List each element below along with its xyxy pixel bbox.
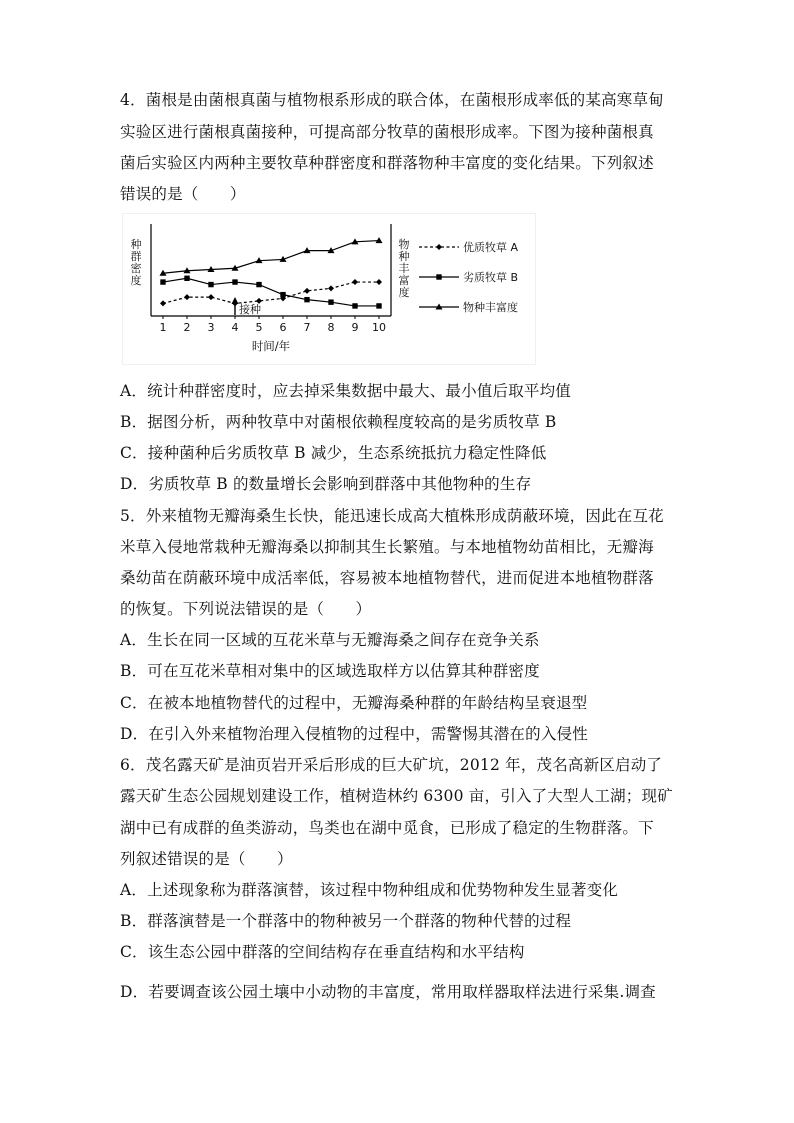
q5-stem-line-3: 桑幼苗在荫蔽环境中成活率低，容易被本地植物替代，进而促进本地植物群落 <box>120 569 654 587</box>
x-tick-label: 1 <box>159 321 167 334</box>
series-b-point <box>304 297 309 302</box>
series-b-point <box>184 276 189 281</box>
legend-label-series-richness: 物种丰富度 <box>463 301 518 314</box>
q4-option-a: A．统计种群密度时，应去掉采集数据中最大、最小值后取平均值 <box>120 382 571 400</box>
series-b-point <box>160 279 165 284</box>
y-axis-label-right <box>399 237 410 299</box>
x-tick-label: 6 <box>279 321 287 334</box>
series-b-point <box>376 303 381 308</box>
q5-option-c: C．在被本地植物替代的过程中，无瓣海桑种群的年龄结构呈衰退型 <box>120 694 588 712</box>
q4-stem-line-2: 实验区进行菌根真菌接种，可提高部分牧草的菌根形成率。下图为接种菌根真 <box>120 123 654 141</box>
y-axis-label-left-char: 密 <box>130 262 142 275</box>
y-axis-label-right-char: 种 <box>398 250 410 263</box>
q6-option-d: D．若要调查该公园土壤中小动物的丰富度，常用取样器取样法进行采集.调查 <box>120 983 656 1001</box>
x-tick-label: 3 <box>207 321 215 334</box>
x-tick-label: 5 <box>255 321 263 334</box>
series-a-point <box>328 285 334 291</box>
q6-stem-line-1: 6．茂名露天矿是油页岩开采后形成的巨大矿坑，2012 年，茂名高新区启动了 <box>120 756 663 774</box>
series-a-point <box>376 279 382 285</box>
x-tick-label: 7 <box>303 321 311 334</box>
series-b-point <box>256 282 261 287</box>
q4-stem-line-4: 错误的是（ ） <box>120 185 246 203</box>
legend-marker-series-b <box>436 274 441 279</box>
q6-option-c: C．该生态公园中群落的空间结构存在垂直结构和水平结构 <box>120 943 525 961</box>
y-axis-label-right-char: 富 <box>398 274 410 287</box>
series-b-point <box>280 292 285 297</box>
q4-chart <box>122 213 536 365</box>
q5-option-b: B．可在互花米草相对集中的区域选取样方以估算其种群密度 <box>120 662 540 680</box>
series-a-point <box>352 279 358 285</box>
x-axis-label: 时间/年 <box>251 339 291 353</box>
series-b-line <box>163 278 379 306</box>
annotation-label: 接种 <box>239 303 261 316</box>
series-a-point <box>184 294 190 300</box>
q4-option-d: D．劣质牧草 B 的数量增长会影响到群落中其他物种的生存 <box>120 475 532 493</box>
legend-label-series-a: 优质牧草 A <box>463 241 519 254</box>
series-b-point <box>208 282 213 287</box>
y-axis-label-right-char: 物 <box>398 238 410 251</box>
q5-option-d: D．在引入外来植物治理入侵植物的过程中，需警惕其潜在的入侵性 <box>120 725 588 743</box>
series-a-point <box>160 300 166 306</box>
x-tick-label: 8 <box>327 321 335 334</box>
q6-stem-line-3: 湖中已有成群的鱼类游动，鸟类也在湖中觅食，已形成了稳定的生物群落。下 <box>120 819 654 837</box>
legend-marker-series-a <box>436 244 442 250</box>
series-a-point <box>208 294 214 300</box>
q4-stem-line-3: 菌后实验区内两种主要牧草种群密度和群落物种丰富度的变化结果。下列叙述 <box>120 154 654 172</box>
x-tick-label: 9 <box>351 321 359 334</box>
series-a-line <box>163 282 379 303</box>
q5-stem-line-4: 的恢复。下列说法错误的是（ ） <box>120 600 372 618</box>
q4-option-b: B．据图分析，两种牧草中对菌根依赖程度较高的是劣质牧草 B <box>120 413 557 431</box>
y-axis-label-right-char: 度 <box>398 286 410 299</box>
x-tick-label: 4 <box>231 321 239 334</box>
series-b-point <box>232 279 237 284</box>
legend-label-series-b: 劣质牧草 B <box>463 271 519 284</box>
q6-stem-line-2: 露天矿生态公园规划建设工作，植树造林约 6300 亩，引入了大型人工湖；现矿 <box>120 787 673 805</box>
series-richness-point <box>376 237 383 243</box>
q6-option-a: A．上述现象称为群落演替，该过程中物种组成和优势物种发生显著变化 <box>120 881 619 899</box>
q4-chart-svg <box>123 214 535 364</box>
y-axis-label-left-char: 种 <box>130 238 142 251</box>
q5-option-a: A．生长在同一区域的互花米草与无瓣海桑之间存在竞争关系 <box>120 631 540 649</box>
q6-option-b: B．群落演替是一个群落中的物种被另一个群落的物种代替的过程 <box>120 912 572 930</box>
series-richness-line <box>163 241 379 274</box>
q5-stem-line-2: 米草入侵地常栽种无瓣海桑以抑制其生长繁殖。与本地植物幼苗相比，无瓣海 <box>120 538 654 556</box>
y-axis-label-left-char: 度 <box>130 274 142 287</box>
q6-stem-line-4: 列叙述错误的是（ ） <box>120 850 293 868</box>
q4-option-c: C．接种菌种后劣质牧草 B 减少，生态系统抵抗力稳定性降低 <box>120 444 547 462</box>
y-axis-label-left-char: 群 <box>130 250 142 263</box>
y-axis-label-right-char: 丰 <box>398 262 410 275</box>
x-tick-label: 2 <box>183 321 191 334</box>
q5-stem-line-1: 5．外来植物无瓣海桑生长快，能迅速长成高大植株形成荫蔽环境，因此在互花 <box>120 507 664 525</box>
q4-stem-line-1: 4．菌根是由菌根真菌与植物根系形成的联合体，在菌根形成率低的某高寒草甸 <box>120 91 664 109</box>
series-a-point <box>304 288 310 294</box>
series-b-point <box>352 303 357 308</box>
x-tick-label: 10 <box>372 321 386 334</box>
series-b-point <box>328 299 333 304</box>
y-axis-label-left <box>131 238 142 287</box>
